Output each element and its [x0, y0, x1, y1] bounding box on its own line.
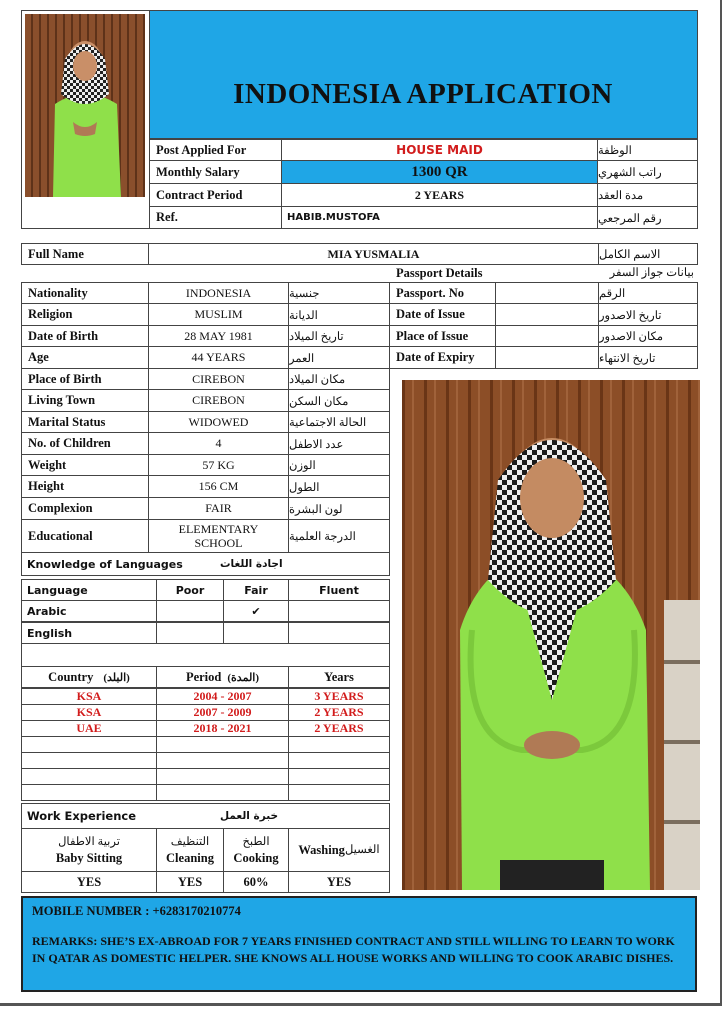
- language-cell: [156, 600, 224, 622]
- full-name-arabic: الاسم الكامل: [598, 243, 698, 265]
- personal-value: WIDOWED: [148, 411, 289, 433]
- work-skill-label: Cleaning: [166, 851, 214, 865]
- language-header: Fair: [223, 579, 289, 601]
- experience-cell: 2 YEARS: [288, 720, 390, 737]
- work-skill-value: 60%: [223, 871, 289, 893]
- passport-label: Date of Issue: [389, 303, 496, 326]
- work-skill-label: Cooking: [233, 851, 279, 865]
- personal-label: Place of Birth: [21, 368, 149, 390]
- experience-header-period: [156, 666, 289, 688]
- language-spacer: [21, 643, 390, 667]
- experience-cell: [288, 752, 390, 769]
- passport-arabic: الرقم: [598, 282, 698, 304]
- work-skill-header: [156, 828, 224, 872]
- passport-title-arabic: بيانات جواز السفر: [609, 267, 694, 279]
- personal-arabic: الديانة: [288, 303, 390, 326]
- experience-cell: KSA: [21, 688, 157, 705]
- personal-arabic: لون البشرة: [288, 497, 390, 520]
- monthly-salary-value: 1300 QR: [281, 160, 598, 184]
- work-skill-arabic: الغسيل: [344, 844, 380, 856]
- full-body-photo: [402, 380, 700, 890]
- experience-cell: UAE: [21, 720, 157, 737]
- personal-value: 57 KG: [148, 454, 289, 476]
- post-applied-arabic: الوظفة: [597, 139, 698, 161]
- portrait-photo: [25, 14, 145, 197]
- personal-value-line: ELEMENTARY: [178, 522, 259, 536]
- work-title-arabic: خبرة العمل: [220, 803, 390, 829]
- post-applied-value: HOUSE MAID: [281, 139, 598, 161]
- languages-title-arabic: اجادة اللغات: [220, 552, 390, 576]
- personal-label: Nationality: [21, 282, 149, 304]
- experience-cell: [156, 768, 289, 785]
- language-cell: [288, 600, 390, 622]
- passport-arabic: تاريخ الانتهاء: [598, 346, 698, 369]
- personal-arabic: مكان الميلاد: [288, 368, 390, 390]
- personal-label: Educational: [21, 519, 149, 553]
- personal-arabic: العمر: [288, 346, 390, 369]
- experience-cell: [156, 752, 289, 769]
- personal-value: INDONESIA: [148, 282, 289, 304]
- mobile-number: MOBILE NUMBER : +6283170210774: [32, 904, 241, 918]
- passport-value: [495, 325, 599, 347]
- monthly-salary-label: Monthly Salary: [149, 160, 282, 184]
- language-header: Fluent: [288, 579, 390, 601]
- experience-cell: [156, 736, 289, 753]
- personal-value-line: SCHOOL: [194, 536, 243, 550]
- full-name-label: Full Name: [21, 243, 149, 265]
- personal-label: Height: [21, 475, 149, 498]
- experience-header-country: [21, 666, 157, 688]
- language-cell: [223, 622, 289, 644]
- experience-cell: [21, 768, 157, 785]
- personal-value: 156 CM: [148, 475, 289, 498]
- work-skill-arabic: الطبخ: [242, 836, 270, 848]
- personal-value: 28 MAY 1981: [148, 325, 289, 347]
- work-title: Work Experience: [21, 803, 221, 829]
- passport-label: Date of Expiry: [389, 346, 496, 369]
- experience-cell: 2018 - 2021: [156, 720, 289, 737]
- contract-period-label: Contract Period: [149, 183, 282, 207]
- experience-cell: KSA: [21, 704, 157, 721]
- country-header-text: Country: [48, 669, 94, 684]
- monthly-salary-arabic: راتب الشهري: [597, 160, 698, 184]
- work-skill-header: [223, 828, 289, 872]
- header-banner: [149, 10, 698, 139]
- page-title: INDONESIA APPLICATION: [233, 78, 613, 110]
- post-applied-label: Post Applied For: [149, 139, 282, 161]
- personal-label: Weight: [21, 454, 149, 476]
- experience-cell: [288, 736, 390, 753]
- personal-value: 44 YEARS: [148, 346, 289, 369]
- personal-arabic: جنسية: [288, 282, 390, 304]
- period-header-arabic: (المدة): [227, 671, 260, 684]
- language-header: Poor: [156, 579, 224, 601]
- personal-arabic: الوزن: [288, 454, 390, 476]
- work-skill-label: Baby Sitting: [55, 851, 123, 865]
- ref-value: HABIB.MUSTOFA: [281, 206, 598, 229]
- experience-cell: [288, 784, 390, 801]
- ref-label: Ref.: [149, 206, 282, 229]
- contract-period-arabic: مدة العقد: [597, 183, 698, 207]
- personal-value: CIREBON: [148, 368, 289, 390]
- work-skill-value: YES: [288, 871, 390, 893]
- remarks: REMARKS: SHE’S EX-ABROAD FOR 7 YEARS FINISHED CONTRACT AND STILL WILLING TO LEARN TO WORK IN QATAR AS DOMESTIC HELPER. SHE KNOWS ALL HOUSE WORKS AND WILLING TO COOK ARABIC DISHES.: [32, 934, 675, 965]
- passport-title: Passport Details: [396, 266, 483, 280]
- country-header-arabic: (البلد): [103, 671, 130, 684]
- period-header-text: Period: [185, 669, 222, 684]
- personal-value: CIREBON: [148, 389, 289, 412]
- experience-cell: 2007 - 2009: [156, 704, 289, 721]
- personal-label: Marital Status: [21, 411, 149, 433]
- personal-arabic: الدرجة العلمية: [288, 519, 390, 553]
- personal-arabic: الحالة الاجتماعية: [288, 411, 390, 433]
- personal-label: Date of Birth: [21, 325, 149, 347]
- personal-arabic: تاريخ الميلاد: [288, 325, 390, 347]
- language-header: Language: [21, 579, 157, 601]
- ref-arabic: رقم المرجعي: [597, 206, 698, 229]
- experience-cell: 2 YEARS: [288, 704, 390, 721]
- personal-label: Age: [21, 346, 149, 369]
- personal-arabic: الطول: [288, 475, 390, 498]
- personal-label: Complexion: [21, 497, 149, 520]
- personal-label: No. of Children: [21, 432, 149, 455]
- personal-value: FAIR: [148, 497, 289, 520]
- work-skill-header: [21, 828, 157, 872]
- passport-label: Place of Issue: [389, 325, 496, 347]
- personal-label: Living Town: [21, 389, 149, 412]
- work-skill-value: YES: [21, 871, 157, 893]
- language-cell: [288, 622, 390, 644]
- personal-value: [148, 519, 289, 553]
- experience-cell: 3 YEARS: [288, 688, 390, 705]
- experience-header-years: Years: [288, 666, 390, 688]
- work-skill-arabic: تربية الاطفال: [58, 836, 120, 848]
- languages-title: Knowledge of Languages: [21, 552, 221, 576]
- experience-cell: [21, 784, 157, 801]
- experience-cell: [21, 736, 157, 753]
- personal-label: Religion: [21, 303, 149, 326]
- experience-cell: [21, 752, 157, 769]
- work-skill-header: [288, 828, 390, 872]
- experience-cell: 2004 - 2007: [156, 688, 289, 705]
- full-name-value: MIA YUSMALIA: [148, 243, 599, 265]
- passport-arabic: مكان الاصدور: [598, 325, 698, 347]
- work-skill-label: Washing: [298, 843, 345, 857]
- contract-period-value: 2 YEARS: [281, 183, 598, 207]
- personal-arabic: مكان السكن: [288, 389, 390, 412]
- personal-arabic: عدد الاطفل: [288, 432, 390, 455]
- work-skill-value: YES: [156, 871, 224, 893]
- experience-cell: [156, 784, 289, 801]
- passport-value: [495, 303, 599, 326]
- passport-arabic: تاريخ الاصدور: [598, 303, 698, 326]
- language-cell: [156, 622, 224, 644]
- footer-panel: [21, 896, 697, 992]
- passport-label: Passport. No: [389, 282, 496, 304]
- personal-value: 4: [148, 432, 289, 455]
- personal-value: MUSLIM: [148, 303, 289, 326]
- language-cell: English: [21, 622, 157, 644]
- language-cell: ✔: [223, 600, 289, 622]
- passport-value: [495, 346, 599, 369]
- passport-value: [495, 282, 599, 304]
- work-skill-arabic: التنظيف: [170, 836, 210, 848]
- experience-cell: [288, 768, 390, 785]
- language-cell: Arabic: [21, 600, 157, 622]
